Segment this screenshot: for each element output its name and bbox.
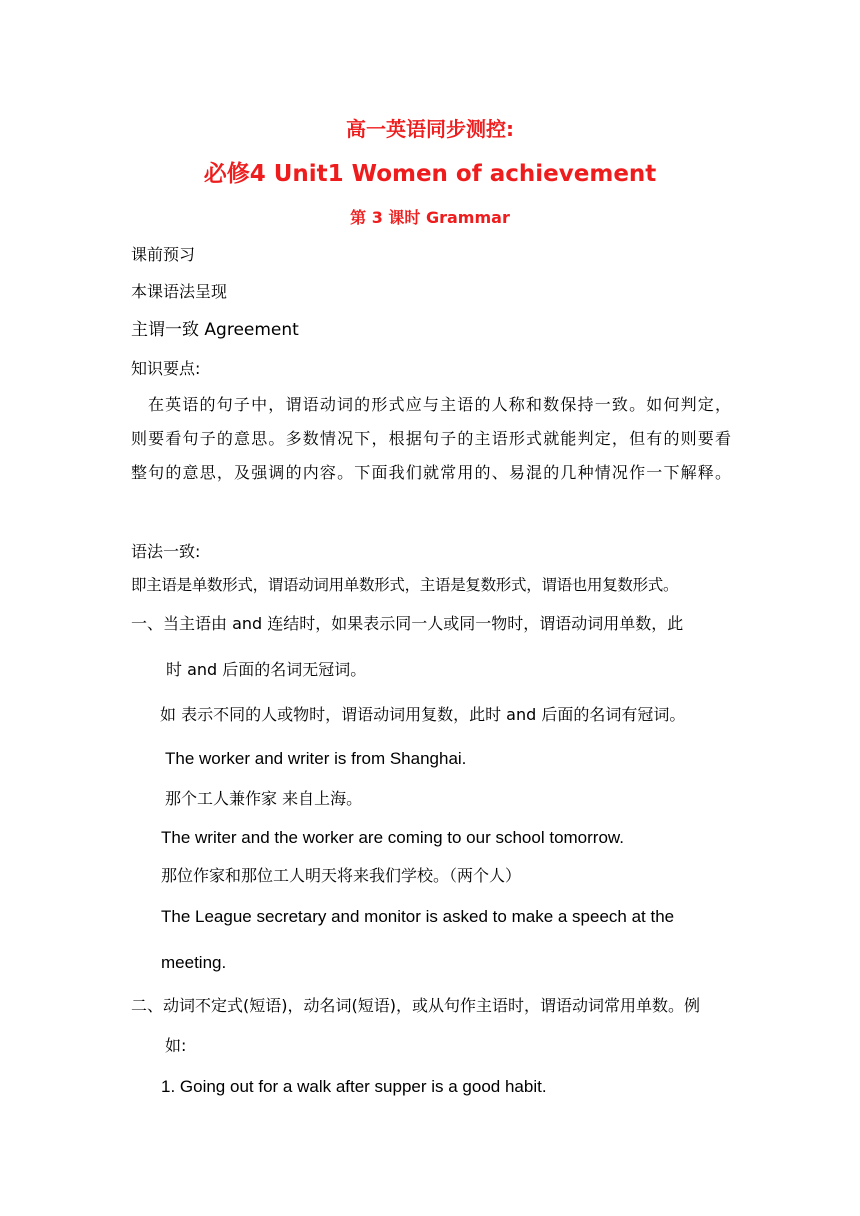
lesson-title: 第 3 课时 Grammar — [350, 208, 510, 227]
rule-one-continued: 时 and 后面的名词无冠词。 — [166, 660, 367, 679]
rule-definition: 即主语是单数形式，谓语动词用单数形式，主语是复数形式，谓语也用复数形式。 — [131, 576, 679, 594]
rule-one-note: 如 表示不同的人或物时，谓语动词用复数，此时 and 后面的名词有冠词。 — [160, 705, 686, 724]
paragraph-line: 则要看句子的意思。多数情况下，根据句子的主语形式就能判定，但有的则要看 — [131, 429, 731, 448]
paragraph-line: 在英语的句子中，谓语动词的形式应与主语的人称和数保持一致。如何判定， — [148, 395, 731, 414]
key-points-label: 知识要点: — [131, 359, 201, 378]
section-label-preview: 课前预习 — [131, 245, 196, 264]
example-translation: 那个工人兼作家 来自上海。 — [165, 789, 363, 808]
paragraph-line: 整句的意思，及强调的内容。下面我们就常用的、易混的几种情况作一下解释。 — [131, 463, 731, 482]
example-sentence: The worker and writer is from Shanghai. — [165, 749, 467, 768]
document-subtitle: 必修4 Unit1 Women of achievement — [203, 161, 657, 187]
document-title: 高一英语同步测控: — [346, 117, 514, 141]
example-sentence: The League secretary and monitor is asked to make a speech at the — [161, 907, 675, 926]
example-sentence: 1. Going out for a walk after supper is a good habit. — [161, 1077, 547, 1096]
section-label-grammar: 本课语法呈现 — [131, 282, 228, 301]
rule-two: 二、动词不定式(短语)，动名词(短语)，或从句作主语时，谓语动词常用单数。例 — [131, 996, 700, 1015]
example-sentence-continued: meeting. — [161, 953, 227, 972]
example-sentence: The writer and the worker are coming to our school tomorrow. — [161, 828, 624, 847]
rule-one: 一、当主语由 and 连结时，如果表示同一人或同一物时，谓语动词用单数，此 — [131, 614, 684, 633]
section-label-agreement: 语法一致: — [131, 542, 201, 561]
topic-heading: 主谓一致 Agreement — [131, 320, 299, 340]
example-translation: 那位作家和那位工人明天将来我们学校。（两个人） — [161, 866, 522, 885]
rule-two-continued: 如: — [165, 1036, 187, 1055]
